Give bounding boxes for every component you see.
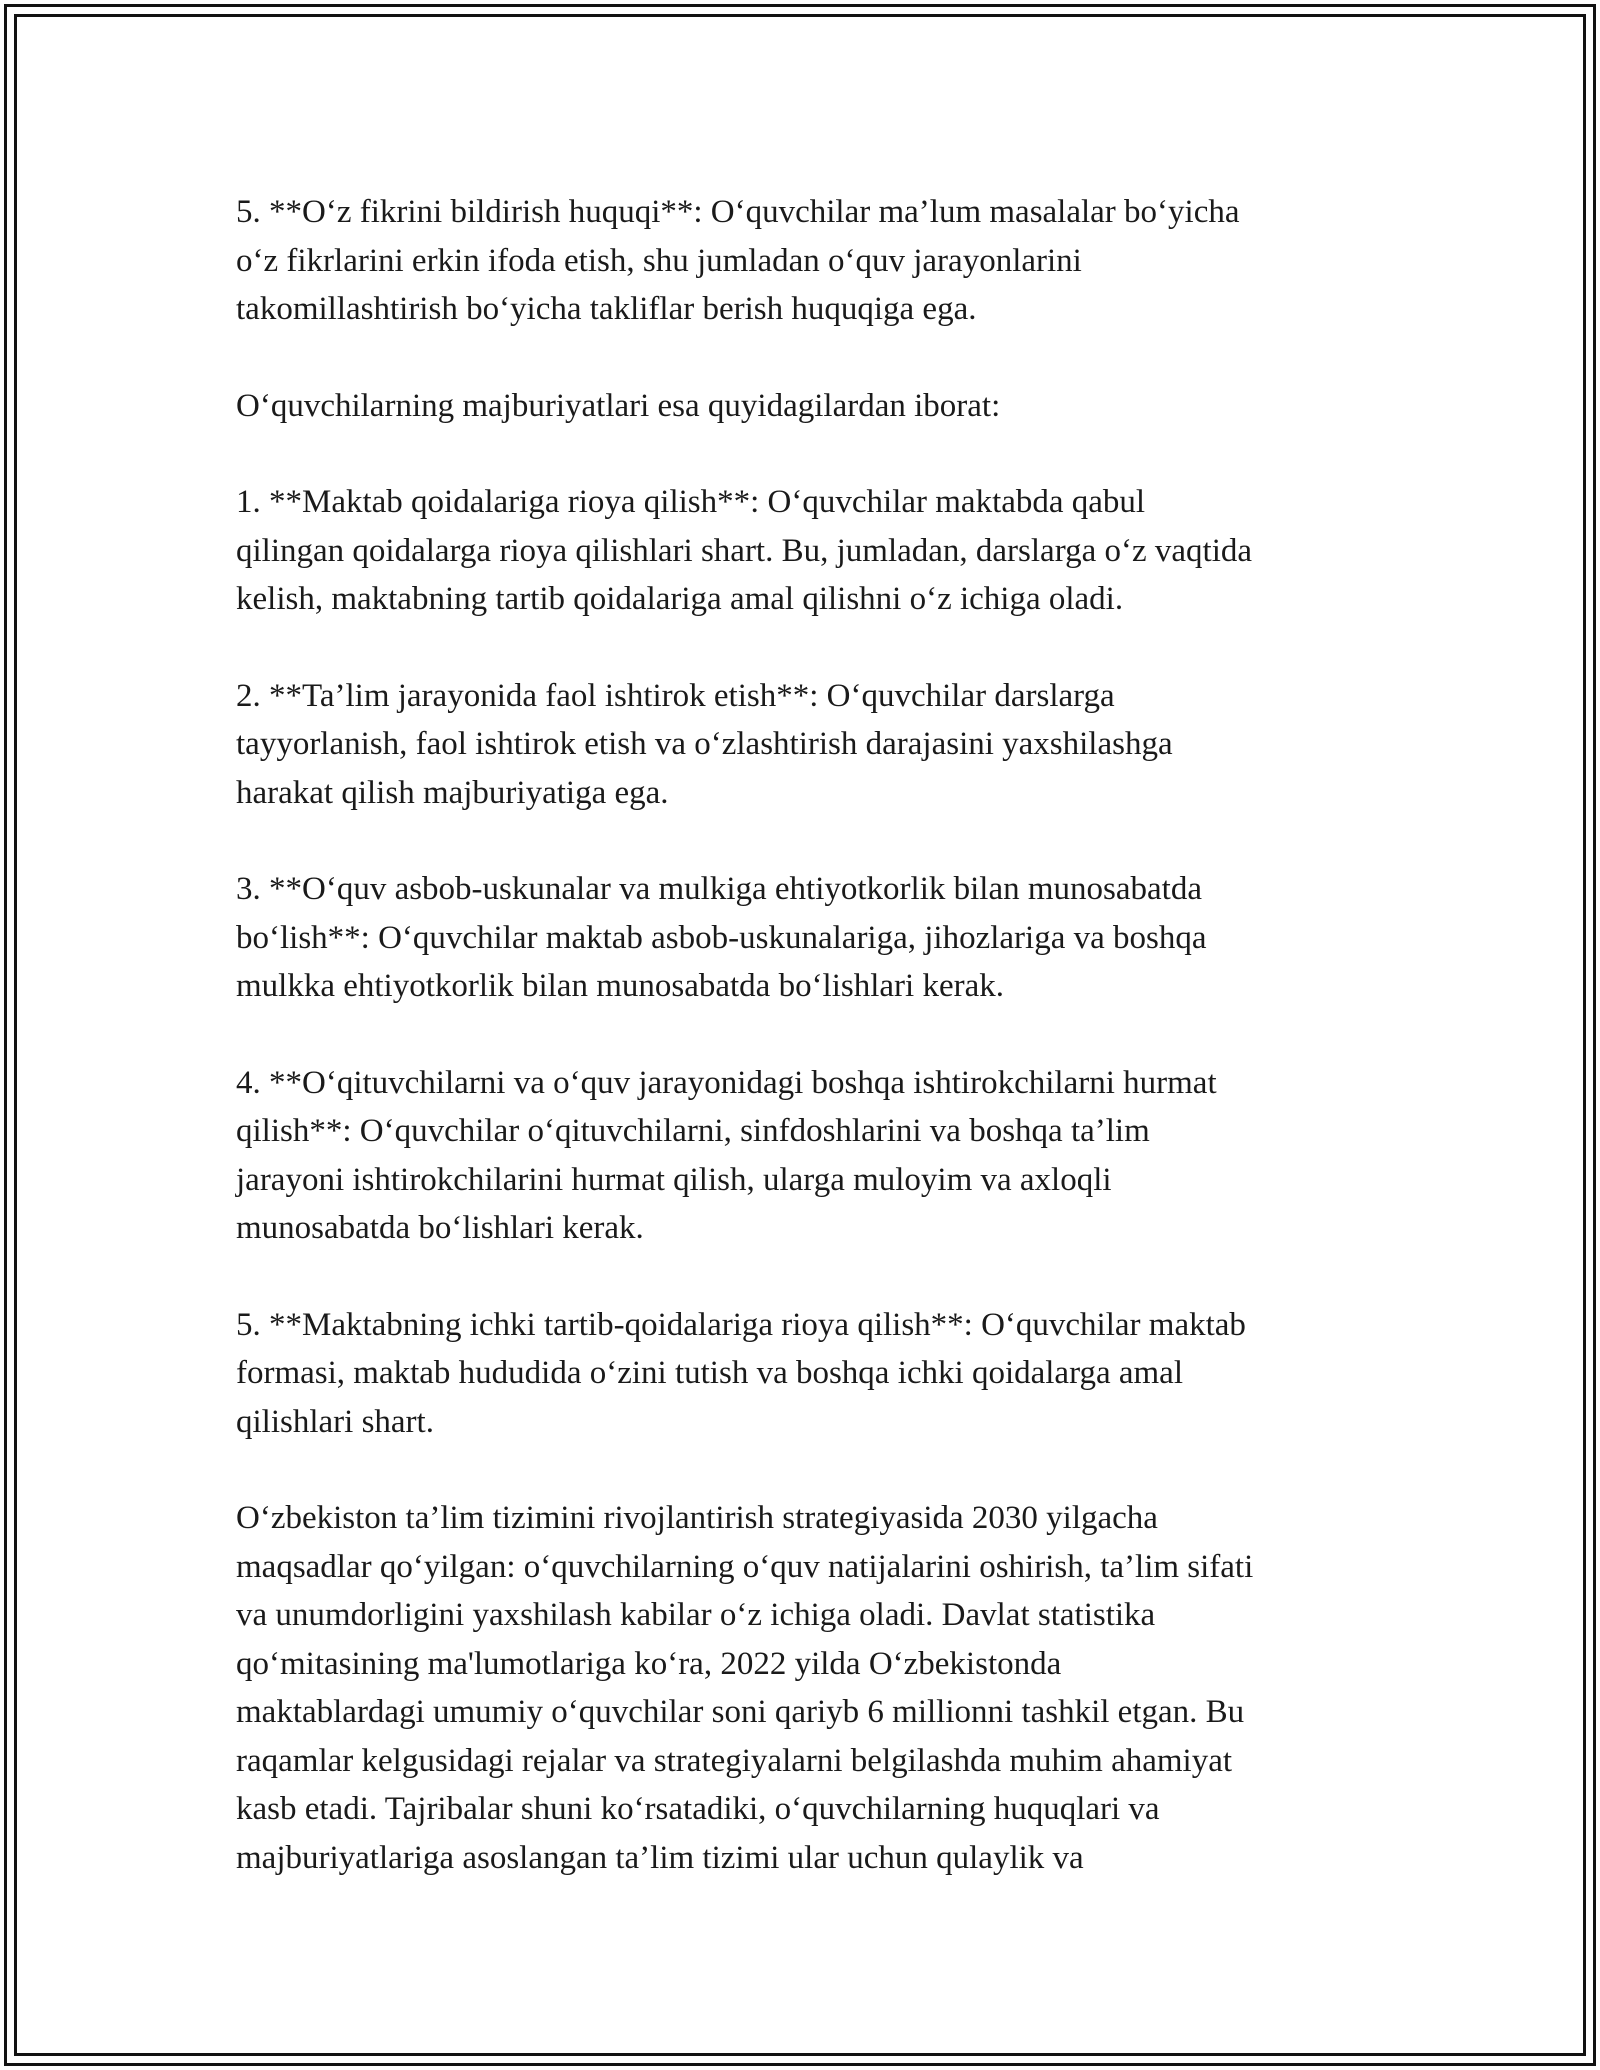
paragraph-obligation-active-participation: 2. **Ta’lim jarayonida faol ishtirok etish**: O‘quvchilar darslarga tayyorlanish, faol ishtirok etish va o‘zlashtirish darajasini yaxshilashga harakat qilish majburiyatiga ega. xyxy=(236,677,1173,811)
paragraph-obligation-respect: 4. **O‘qituvchilarni va o‘quv jarayonidagi boshqa ishtirokchilarni hurmat qilish**: O‘quvchilar o‘qituvchilarni, sinfdoshlarini va boshqa ta’lim jarayoni ishtirokchilarini hurmat qilish, ularga muloyim va axloqli munosabatda bo‘lishlari kerak. xyxy=(236,1064,1217,1246)
paragraph-right-to-opinion: 5. **O‘z fikrini bildirish huquqi**: O‘quvchilar ma’lum masalalar bo‘yicha o‘z fikrlarini erkin ifoda etish, shu jumladan o‘quv jarayonlarini takomillashtirish bo‘yicha takliflar berish huquqiga ega. xyxy=(236,194,1240,327)
paragraph-obligation-equipment-care: 3. **O‘quv asbob-uskunalar va mulkiga ehtiyotkorlik bilan munosabatda bo‘lish**: O‘quvchilar maktab asbob-uskunalariga, jihozlariga va boshqa mulkka ehtiyotkorlik bilan munosabatda bo‘lishlari kerak. xyxy=(236,871,1207,1004)
paragraph-obligations-intro: O‘quvchilarning majburiyatlari esa quyidagilardan iborat: xyxy=(236,387,1001,424)
paragraph-obligation-school-rules: 1. **Maktab qoidalariga rioya qilish**: O‘quvchilar maktabda qabul qilingan qoidalarga rioya qilishlari shart. Bu, jumladan, darslarga o‘z vaqtida kelish, maktabning tartib qoidalariga amal qilishni o‘z ichiga oladi. xyxy=(236,484,1253,617)
paragraph-strategy-2030: O‘zbekiston ta’lim tizimini rivojlantirish strategiyasida 2030 yilgacha maqsadlar qo‘yilgan: o‘quvchilarning o‘quv natijalarini oshirish, ta’lim sifati va unumdorligini yaxshilash kabilar o‘z ichiga oladi. Davlat statistika qo‘mitasining ma'lumotlariga ko‘ra, 2022 yilda O‘zbekistonda maktablardagi umumiy o‘quvchilar soni qariyb 6 millionni tashkil etgan. Bu raqamlar kelgusidagi rejalar va strategiyalarni belgilashda muhim ahamiyat kasb etadi. Tajribalar shuni ko‘rsatadiki, o‘quvchilarning huquqlari va majburiyatlariga asoslangan ta’lim tizimi ular uchun qulaylik va xyxy=(236,1500,1254,1876)
document-body xyxy=(236,188,1376,1882)
paragraph-obligation-internal-rules: 5. **Maktabning ichki tartib-qoidalariga rioya qilish**: O‘quvchilar maktab formasi, maktab hududida o‘zini tutish va boshqa ichki qoidalarga amal qilishlari shart. xyxy=(236,1306,1246,1440)
